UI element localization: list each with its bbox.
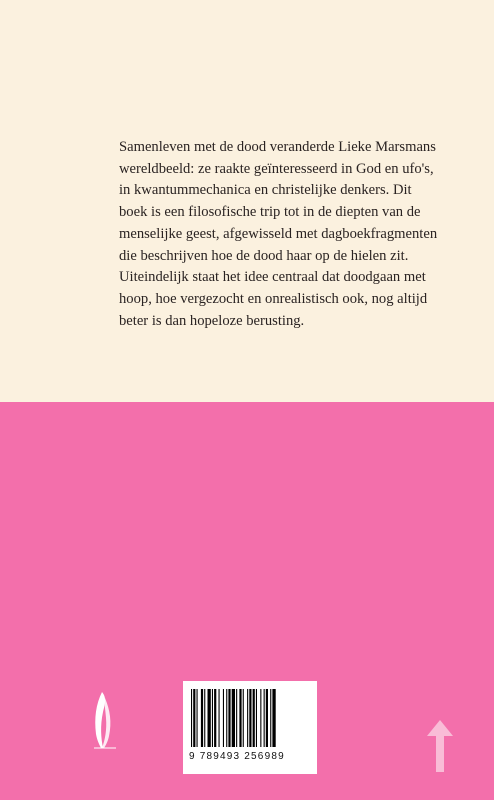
barcode-bar [236,689,237,747]
barcode-bar [264,689,265,747]
barcode-bar [239,689,241,747]
barcode-bar [226,689,227,747]
barcode-bar [219,689,220,747]
barcode-bar [232,689,235,747]
upward-arrow-icon [425,718,455,774]
barcode-bar [204,689,205,747]
barcode-bar [256,689,257,747]
barcode-bar [249,689,251,747]
barcode-bar [253,689,255,747]
barcode-bar [228,689,230,747]
blurb-line: Samenleven met de dood veranderde Lieke Marsmans [119,139,436,155]
isbn-number: 9 789493 256989 [189,751,285,762]
blurb-line: beter is dan hopeloze berusting. [119,312,305,329]
quill-feather-icon [90,688,120,752]
blurb-line: in kwantummechanica en christelijke denkers. Dit [119,182,412,199]
barcode-bar [197,689,198,747]
barcode-bar [214,689,216,747]
barcode-bar [193,689,195,747]
barcode-bar [260,689,261,747]
barcode-bar [201,689,203,747]
barcode-bar [212,689,213,747]
barcode-bar [266,689,268,747]
barcode-bar [243,689,244,747]
blurb-line: die beschrijven hoe de dood haar op de hielen zit. [119,247,409,264]
barcode-panel [183,681,317,774]
blurb-line: menselijke geest, afgewisseld met dagboekfragmenten [119,225,438,242]
barcode-bar [247,689,248,747]
blurb-line: hoop, hoe vergezocht en onrealistisch ook, nog altijd [119,290,428,307]
blurb-line: boek is een filosofische trip tot in de diepten van de [119,204,421,221]
barcode-bar [223,689,224,747]
barcode-bar [272,689,275,747]
barcode-bar [270,689,271,747]
blurb-line: wereldbeeld: ze raakte geïnteresseerd in God en ufo's, [119,160,434,177]
barcode-bar [208,689,211,747]
blurb-line: Uiteindelijk staat het idee centraal dat doodgaan met [119,269,426,286]
barcode-bar [191,689,192,747]
back-cover-blurb [119,137,439,332]
barcode-bars [191,689,309,747]
